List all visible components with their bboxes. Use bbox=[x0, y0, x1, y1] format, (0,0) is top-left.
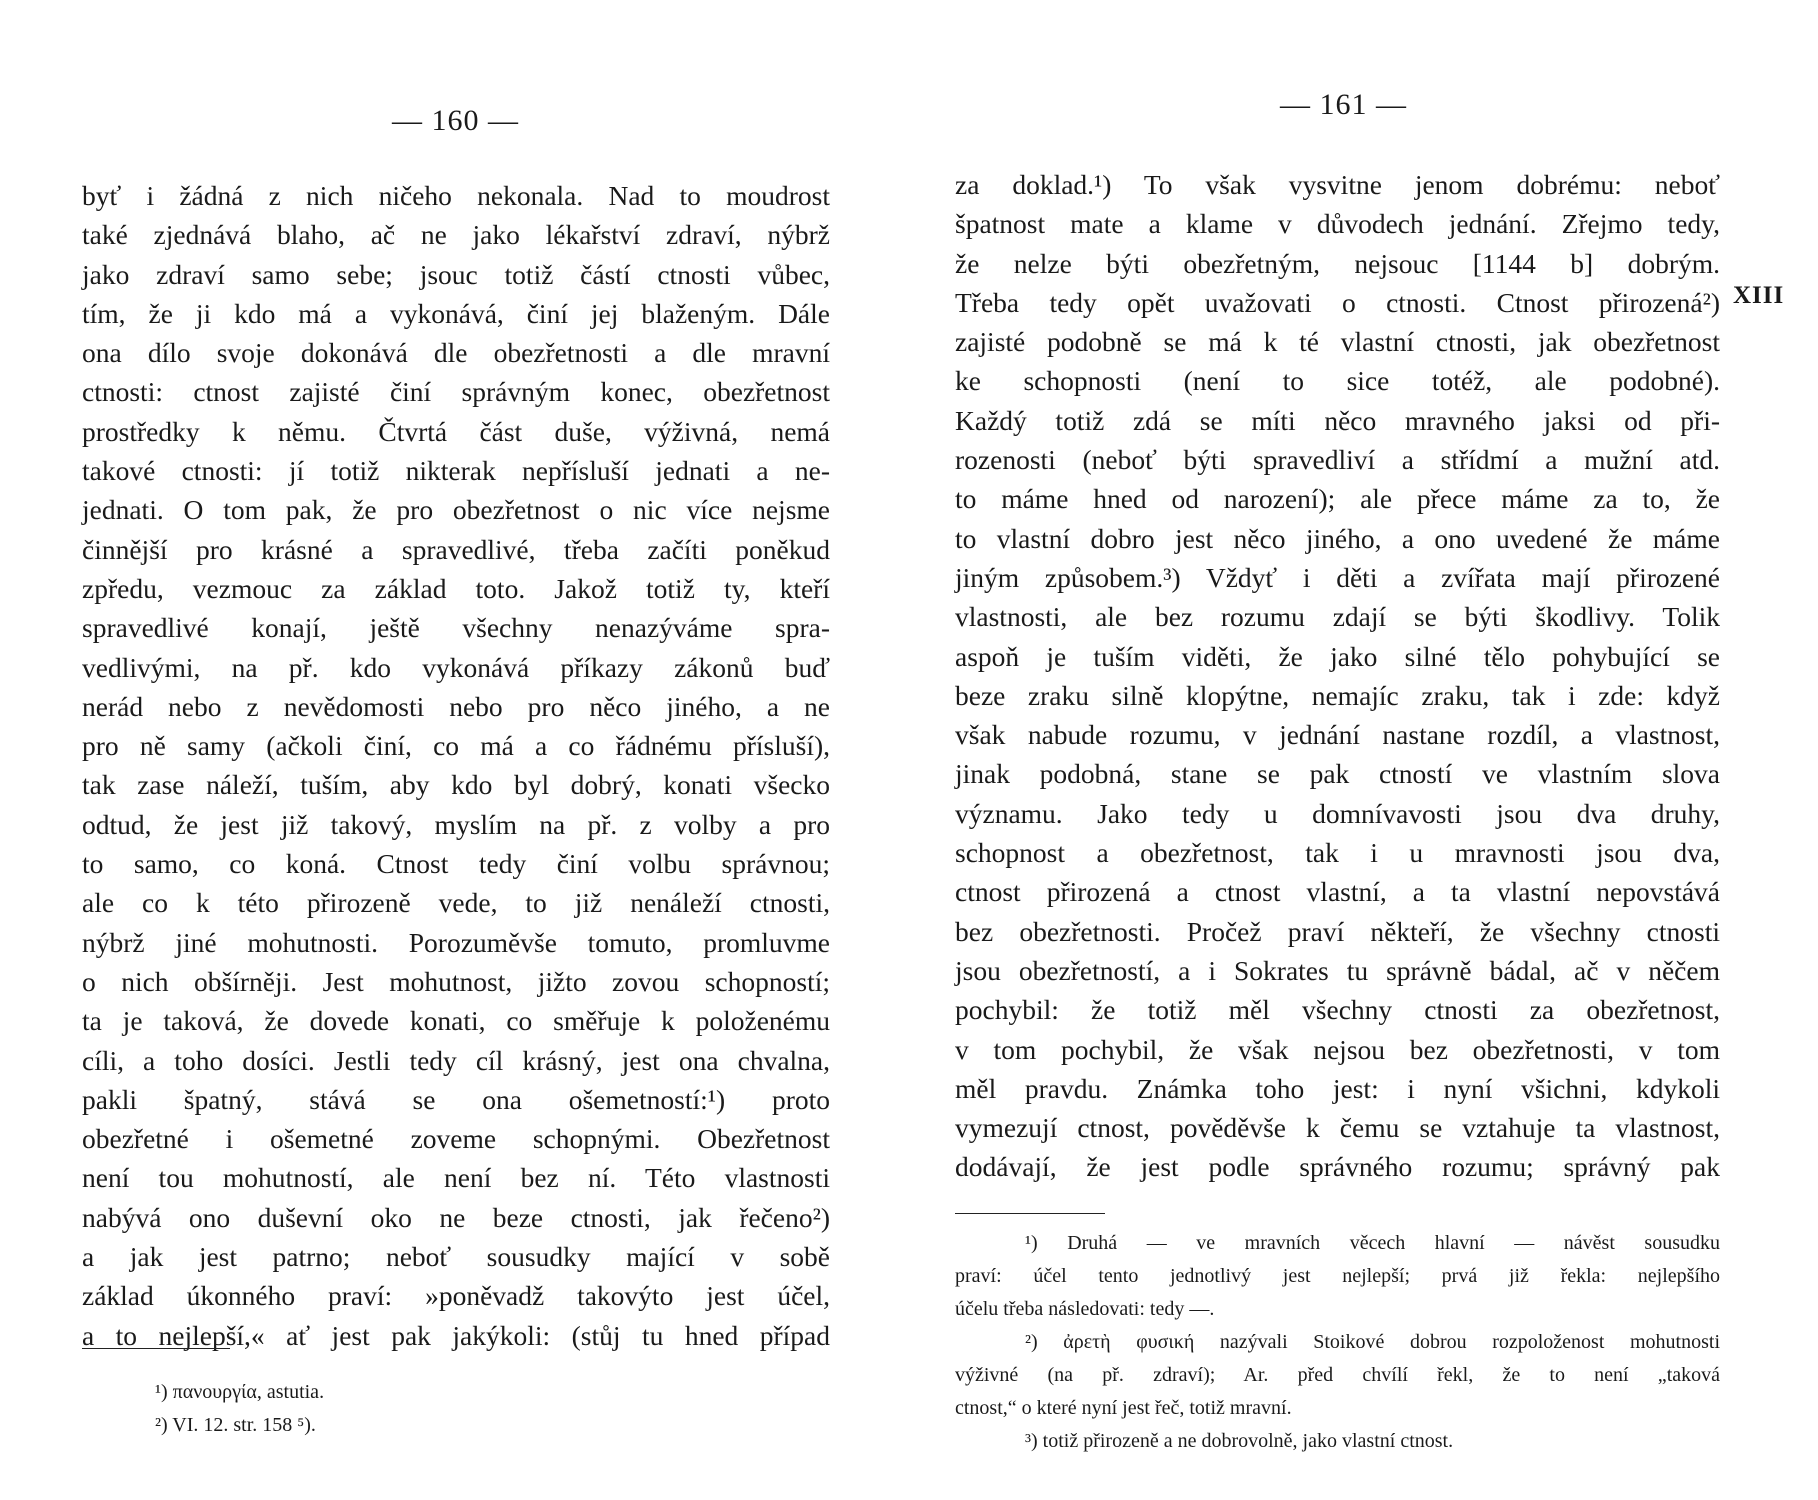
text-line: prostředky k němu. Čtvrtá část duše, výživná, nemá bbox=[82, 415, 830, 447]
text-line: Každý totiž zdá se míti něco mravného jaksi od při- bbox=[955, 404, 1720, 436]
text-line: zajisté podobně se má k té vlastní ctnosti, jak obezřetnost bbox=[955, 326, 1720, 358]
footnote: ²) ἀρετὴ φυσική nazývali Stoikové dobrou rozpoloženost mohutnosti bbox=[1025, 1331, 1720, 1353]
text-line: jiným způsobem.³) Vždyť i děti a zvířata mají přirozené bbox=[955, 561, 1720, 593]
text-line: ta je taková, že dovede konati, co směřuje k položenému bbox=[82, 1005, 830, 1037]
right-page bbox=[900, 0, 1818, 1500]
text-line: zpředu, vezmouc za základ toto. Jakož totiž ty, kteří bbox=[82, 572, 830, 604]
text-line: rozenosti (neboť býti spravedliví a střídmí a mužní atd. bbox=[955, 444, 1720, 476]
text-line: Třeba tedy opět uvažovati o ctnosti. Ctnost přirozená²) bbox=[955, 286, 1720, 318]
text-line: aspoň je tuším viděti, že jako silné tělo pohybující se bbox=[955, 640, 1720, 672]
footnotes bbox=[955, 1227, 1720, 1458]
text-line: cíli, a toho dosíci. Jestli tedy cíl krásný, jest ona chvalna, bbox=[82, 1044, 830, 1076]
text-line: za doklad.¹) To však vysvitne jenom dobrému: neboť bbox=[955, 169, 1720, 200]
text-line: tím, že ji kdo má a vykonává, činí jej blaženým. Dále bbox=[82, 297, 830, 329]
footnote: ²) VI. 12. str. 158 ⁵). bbox=[155, 1414, 316, 1436]
text-line: vymezují ctnost, pověděvše k čemu se vztahuje ta vlastnost, bbox=[955, 1112, 1720, 1144]
text-line: nerád nebo z nevědomosti nebo pro něco jiného, a ne bbox=[82, 690, 830, 722]
left-page bbox=[0, 0, 900, 1500]
text-line: pochybil: že totiž měl všechny ctnosti za obezřetnost, bbox=[955, 994, 1720, 1026]
text-line: tak zase náleží, tuším, aby kdo byl dobrý, konati všecko bbox=[82, 769, 830, 801]
text-line: základ úkonného praví: »poněvadž takovýto jest účel, bbox=[82, 1280, 830, 1312]
text-line: jako zdraví samo sebe; jsouc totiž částí ctnosti vůbec, bbox=[82, 258, 830, 290]
page-number: — 161 — bbox=[1280, 88, 1407, 121]
text-line: významu. Jako tedy u domnívavosti jsou dva druhy, bbox=[955, 797, 1720, 829]
text-line: to máme hned od narození); ale přece máme za to, že bbox=[955, 483, 1720, 515]
footnote: ctnost,“ o které nyní jest řeč, totiž mravní. bbox=[955, 1397, 1292, 1419]
text-line: to vlastní dobro jest něco jiného, a ono uvedené že máme bbox=[955, 522, 1720, 554]
text-line: ctnost přirozená a ctnost vlastní, a ta vlastní nepovstává bbox=[955, 876, 1720, 908]
text-line: bez obezřetnosti. Pročež praví někteří, že všechny ctnosti bbox=[955, 915, 1720, 947]
footnote: účelu třeba následovati: tedy —. bbox=[955, 1298, 1215, 1320]
text-line: odtud, že jest již takový, myslím na př. z volby a pro bbox=[82, 808, 830, 840]
text-line: ke schopnosti (není to sice totéž, ale podobné). bbox=[955, 365, 1720, 397]
text-line: však nabude rozumu, v jednání nastane rozdíl, a vlastnost, bbox=[955, 719, 1720, 751]
text-line: měl pravdu. Známka toho jest: i nyní všichni, kdykoli bbox=[955, 1072, 1720, 1104]
text-line: ona dílo svoje dokonává dle obezřetnosti a dle mravní bbox=[82, 337, 830, 369]
text-line: jednati. O tom pak, že pro obezřetnost o nic více nejsme bbox=[82, 494, 830, 526]
text-line: obezřetné i ošemetné zoveme schopnými. Obezřetnost bbox=[82, 1123, 830, 1155]
text-line: o nich obšírněji. Jest mohutnost, jižto zovou schopností; bbox=[82, 965, 830, 997]
text-line: činnější pro krásné a spravedlivé, třeba začíti poněkud bbox=[82, 533, 830, 565]
text-line: vedlivými, na př. kdo vykonává příkazy zákonů buď bbox=[82, 651, 830, 683]
text-line: není tou mohutností, ale není bez ní. Této vlastnosti bbox=[82, 1162, 830, 1194]
text-line: ctnosti: ctnost zajisté činí správným konec, obezřetnost bbox=[82, 376, 830, 408]
text-line: že nelze býti obezřetným, nejsouc [1144 b] dobrým. bbox=[955, 247, 1720, 279]
text-line: schopnost a obezřetnost, tak i u mravnosti jsou dva, bbox=[955, 837, 1720, 869]
text-line: beze zraku silně klopýtne, nemajíc zraku, tak i zde: když bbox=[955, 679, 1720, 711]
text-line: takové ctnosti: jí totiž nikterak nepřísluší jednati a ne- bbox=[82, 455, 830, 487]
page-number: — 160 — bbox=[392, 104, 519, 137]
text-line: v tom pochybil, že však nejsou bez obezřetnosti, v tom bbox=[955, 1033, 1720, 1065]
text-line: spravedlivé konají, ještě všechny nenazýváme spra- bbox=[82, 612, 830, 644]
footnote: ¹) Druhá — ve mravních věcech hlavní — návěst sousudku bbox=[1025, 1232, 1720, 1254]
text-line: jsou obezřetností, a i Sokrates tu správně bádal, ač v něčem bbox=[955, 954, 1720, 986]
footnote-divider bbox=[955, 1213, 1105, 1214]
text-line: a jak jest patrno; neboť sousudky mající v sobě bbox=[82, 1241, 830, 1273]
text-line: byť i žádná z nich ničeho nekonala. Nad to moudrost bbox=[82, 180, 830, 211]
text-line: špatnost mate a klame v důvodech jednání. Zřejmo tedy, bbox=[955, 208, 1720, 240]
body-text bbox=[82, 176, 830, 1355]
footnote-divider bbox=[82, 1348, 230, 1349]
footnote: ³) totiž přirozeně a ne dobrovolně, jako vlastní ctnost. bbox=[1025, 1430, 1454, 1452]
text-line: vlastnosti, ale bez rozumu zdají se býti škodlivy. Tolik bbox=[955, 601, 1720, 633]
text-line: pakli špatný, stává se ona ošemetností:¹) proto bbox=[82, 1083, 830, 1115]
text-line: také zjednává blaho, ač ne jako lékařství zdraví, nýbrž bbox=[82, 219, 830, 251]
footnotes bbox=[155, 1376, 655, 1442]
text-line: jinak podobná, stane se pak ctností ve vlastním slova bbox=[955, 758, 1720, 790]
text-line: to samo, co koná. Ctnost tedy činí volbu správnou; bbox=[82, 848, 830, 880]
text-line: nabývá ono duševní oko ne beze ctnosti, jak řečeno²) bbox=[82, 1201, 830, 1233]
text-line: a to nejlepší,« ať jest pak jakýkoli: (stůj tu hned případ bbox=[82, 1319, 830, 1351]
margin-chapter-number: XIII bbox=[1733, 282, 1785, 309]
body-text bbox=[955, 165, 1720, 1187]
footnote: ¹) πανουργία, astutia. bbox=[155, 1381, 325, 1403]
text-line: nýbrž jiné mohutnosti. Porozuměvše tomuto, promluvme bbox=[82, 926, 830, 958]
text-line: dodávají, že jest podle správného rozumu; správný pak bbox=[955, 1151, 1720, 1183]
footnote: výživné (na př. zdraví); Ar. před chvílí řekl, že to není „taková bbox=[955, 1364, 1720, 1386]
footnote: praví: účel tento jednotlivý jest nejlepší; prvá již řekla: nejlepšího bbox=[955, 1265, 1720, 1287]
text-line: pro ně samy (ačkoli činí, co má a co řádnému přísluší), bbox=[82, 730, 830, 762]
text-line: ale co k této přirozeně vede, to již nenáleží ctnosti, bbox=[82, 887, 830, 919]
